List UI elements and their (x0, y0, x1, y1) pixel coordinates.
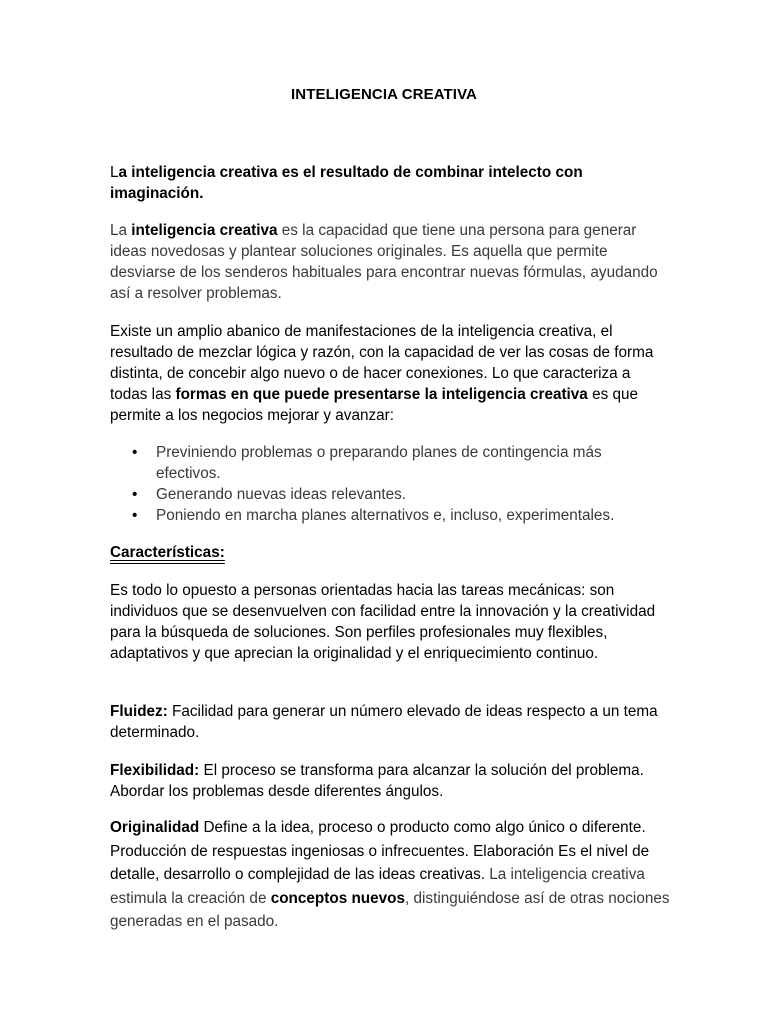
manifestations-text-2: es que permite a los negocios mejorar y avanzar: (110, 386, 639, 424)
definition-text-1: La (110, 222, 132, 239)
list-item (110, 505, 670, 526)
originalidad-paragraph (110, 816, 670, 934)
intro-first-letter: L (110, 164, 119, 181)
originalidad-text: Define a la idea, proceso o producto como algo único o diferente. Producción de respuestas ingeniosas o infrecuentes. Elaboración Es el nivel de detalle, desarrollo o complejidad de las ideas creativas. (110, 819, 650, 883)
flexibilidad-label: Flexibilidad: (110, 762, 200, 779)
definition-paragraph (110, 220, 670, 304)
benefits-list (110, 442, 670, 526)
bullet-icon: • (132, 486, 138, 503)
list-item-text: Poniendo en marcha planes alternativos e, incluso, experimentales. (156, 507, 615, 524)
fluidez-paragraph (110, 701, 670, 743)
bullet-icon: • (132, 444, 138, 461)
section-heading-wrap (110, 542, 670, 563)
bullet-icon: • (132, 507, 138, 524)
manifestations-text-1: Existe un amplio abanico de manifestaciones de la inteligencia creativa, el resultado de mezclar lógica y razón, con la capacidad de ver las cosas de forma distinta, de concebir algo nuevo o de hacer conexiones. Lo que caracteriza a todas las (110, 323, 654, 403)
list-item-text: Previniendo problemas o preparando planes de contingencia más efectivos. (156, 444, 602, 482)
originalidad-text-3: , distinguiéndose así de otras nociones generadas en el pasado. (110, 889, 670, 930)
intro-paragraph (110, 162, 670, 204)
originalidad-text-2: La inteligencia creativa estimula la creación de (110, 866, 645, 907)
manifestations-bold: formas en que puede presentarse la inteligencia creativa (175, 386, 588, 403)
flexibilidad-paragraph (110, 760, 670, 802)
list-item-text: Generando nuevas ideas relevantes. (156, 486, 407, 503)
list-item (110, 484, 670, 505)
list-item (110, 442, 670, 484)
definition-text-2: es la capacidad que tiene una persona para generar ideas novedosas y plantear soluciones originales. Es aquella que permite desviarse de los senderos habituales para encontrar nuevas fórmulas, ayudando así a resolver problemas. (110, 222, 658, 302)
intro-bold-text: a inteligencia creativa es el resultado de combinar intelecto con imaginación. (110, 164, 583, 202)
section-heading: Características: (110, 544, 225, 561)
document-title: INTELIGENCIA CREATIVA (291, 86, 477, 103)
originalidad-bold-2: conceptos nuevos (270, 889, 406, 907)
manifestations-paragraph (110, 321, 670, 426)
fluidez-text: Facilidad para generar un número elevado de ideas respecto a un tema determinado. (110, 703, 658, 741)
originalidad-label: Originalidad (110, 819, 200, 836)
flexibilidad-text: El proceso se transforma para alcanzar la solución del problema. Abordar los problemas desde diferentes ángulos. (110, 762, 644, 800)
fluidez-label: Fluidez: (110, 703, 168, 720)
characteristics-paragraph: Es todo lo opuesto a personas orientadas hacia las tareas mecánicas: son individuos que se desenvuelven con facilidad entre la innovación y la creatividad para la búsqueda de soluciones. Son perfiles profesionales muy flexibles, adaptativos y que aprecian la originalidad y el enriquecimiento continuo. (110, 582, 656, 662)
definition-bold: inteligencia creativa (131, 222, 278, 239)
